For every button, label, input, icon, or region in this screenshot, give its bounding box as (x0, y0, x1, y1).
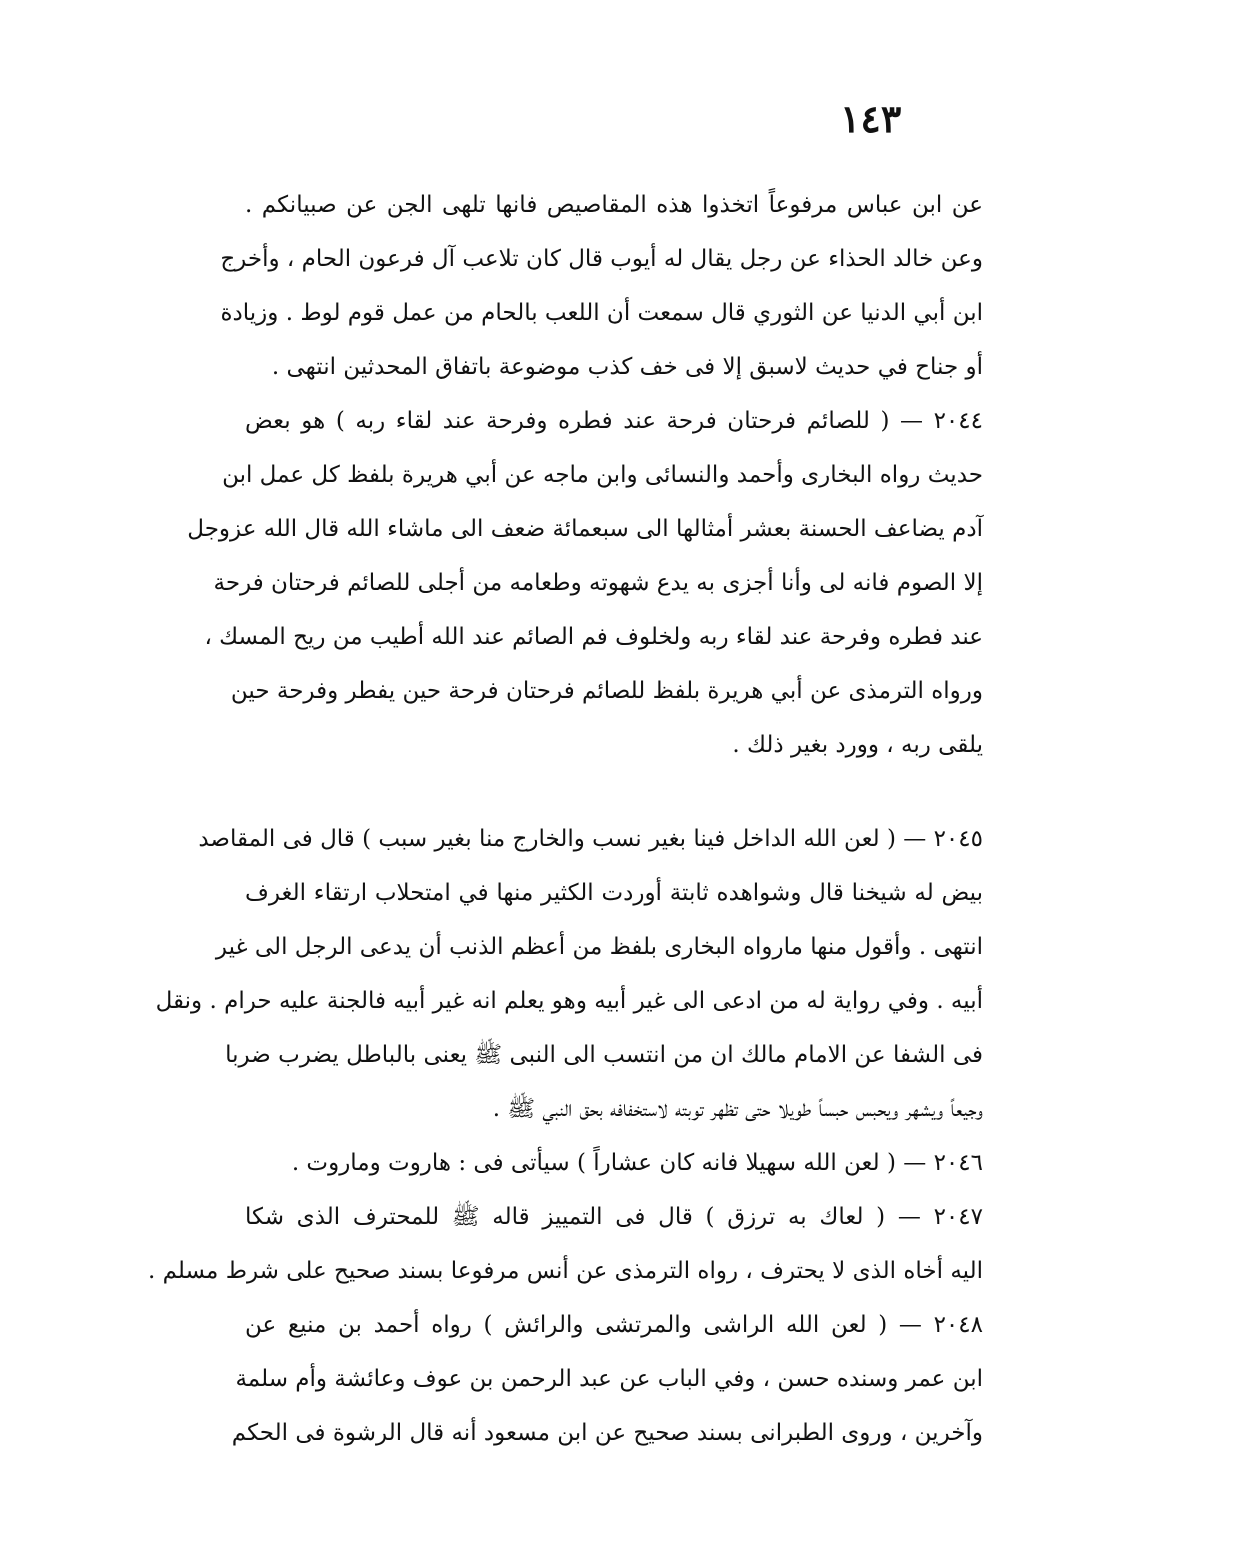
page-number: ١٤٣ (840, 96, 902, 141)
text-line: أبيه . وفي رواية له من ادعى الى غير أبيه وهو يعلم انه غير أبيه فالجنة عليه حرام . ونقل (155, 988, 983, 1014)
text-line: يلقى ربه ، وورد بغير ذلك . (732, 732, 983, 758)
text-line: أو جناح في حديث لاسبق إلا فى خف كذب موضوعة باتفاق المحدثين انتهى . (271, 354, 983, 380)
entry-2048-heading-line: ٢٠٤٨ — ( لعن الله الراشى والمرتشى والرائش ) رواه أحمد بن منيع عن (245, 1312, 983, 1338)
paragraph-gap (245, 772, 983, 812)
text-line: آدم يضاعف الحسنة بعشر أمثالها الى سبعمائة ضعف الى ماشاء الله قال الله عزوجل (187, 516, 983, 542)
body-text (148, 178, 983, 1460)
text-line: ابن أبي الدنيا عن الثوري قال سمعت أن اللعب بالحام من عمل قوم لوط . وزيادة (220, 300, 983, 326)
text-line: وآخرين ، وروى الطبرانى بسند صحيح عن ابن مسعود أنه قال الرشوة فى الحكم (231, 1420, 983, 1446)
entry-2044-heading-line: ٢٠٤٤ — ( للصائم فرحتان فرحة عند فطره وفرحة عند لقاء ربه ) هو بعض (245, 408, 983, 434)
text-line: ابن عمر وسنده حسن ، وفي الباب عن عبد الرحمن بن عوف وعائشة وأم سلمة (235, 1366, 983, 1392)
text-line: وجيعاً ويشهر ويحبس حبساً طويلا حتى تظهر توبته لاستخفافه بحق النبي ﷺ . (492, 1096, 983, 1122)
text-line: فى الشفا عن الامام مالك ان من انتسب الى النبى ﷺ يعنى بالباطل يضرب ضربا (225, 1042, 983, 1068)
text-line: حديث رواه البخارى وأحمد والنسائى وابن ماجه عن أبي هريرة بلفظ كل عمل ابن (222, 462, 983, 488)
text-line: إلا الصوم فانه لى وأنا أجزى به يدع شهوته وطعامه من أجلى للصائم فرحتان فرحة (213, 570, 983, 596)
entry-2045-heading-line: ٢٠٤٥ — ( لعن الله الداخل فينا بغير نسب والخارج منا بغير سبب ) قال فى المقاصد (198, 826, 983, 852)
text-line: انتهى . وأقول منها مارواه البخارى بلفظ من أعظم الذنب أن يدعى الرجل الى غير (215, 934, 983, 960)
text-line: اليه أخاه الذى لا يحترف ، رواه الترمذى عن أنس مرفوعا بسند صحيح على شرط مسلم . (148, 1258, 983, 1284)
text-line: عن ابن عباس مرفوعاً اتخذوا هذه المقاصيص فانها تلهى الجن عن صبيانكم . (245, 192, 983, 218)
text-line: ورواه الترمذى عن أبي هريرة بلفظ للصائم فرحتان فرحة حين يفطر وفرحة حين (230, 678, 983, 704)
text-line: بيض له شيخنا قال وشواهده ثابتة أوردت الكثير منها في امتحلاب ارتقاء الغرف (245, 880, 983, 906)
text-line: وعن خالد الحذاء عن رجل يقال له أيوب قال كان تلاعب آل فرعون الحام ، وأخرج (220, 246, 983, 272)
entry-2047-heading-line: ٢٠٤٧ — ( لعاك به ترزق ) قال فى التمييز قاله ﷺ للمحترف الذى شكا (245, 1204, 983, 1230)
entry-2046-line: ٢٠٤٦ — ( لعن الله سهيلا فانه كان عشاراً ) سيأتى فى : هاروت وماروت . (291, 1150, 983, 1176)
text-line: عند فطره وفرحة عند لقاء ربه ولخلوف فم الصائم عند الله أطيب من ريح المسك ، (204, 624, 983, 650)
